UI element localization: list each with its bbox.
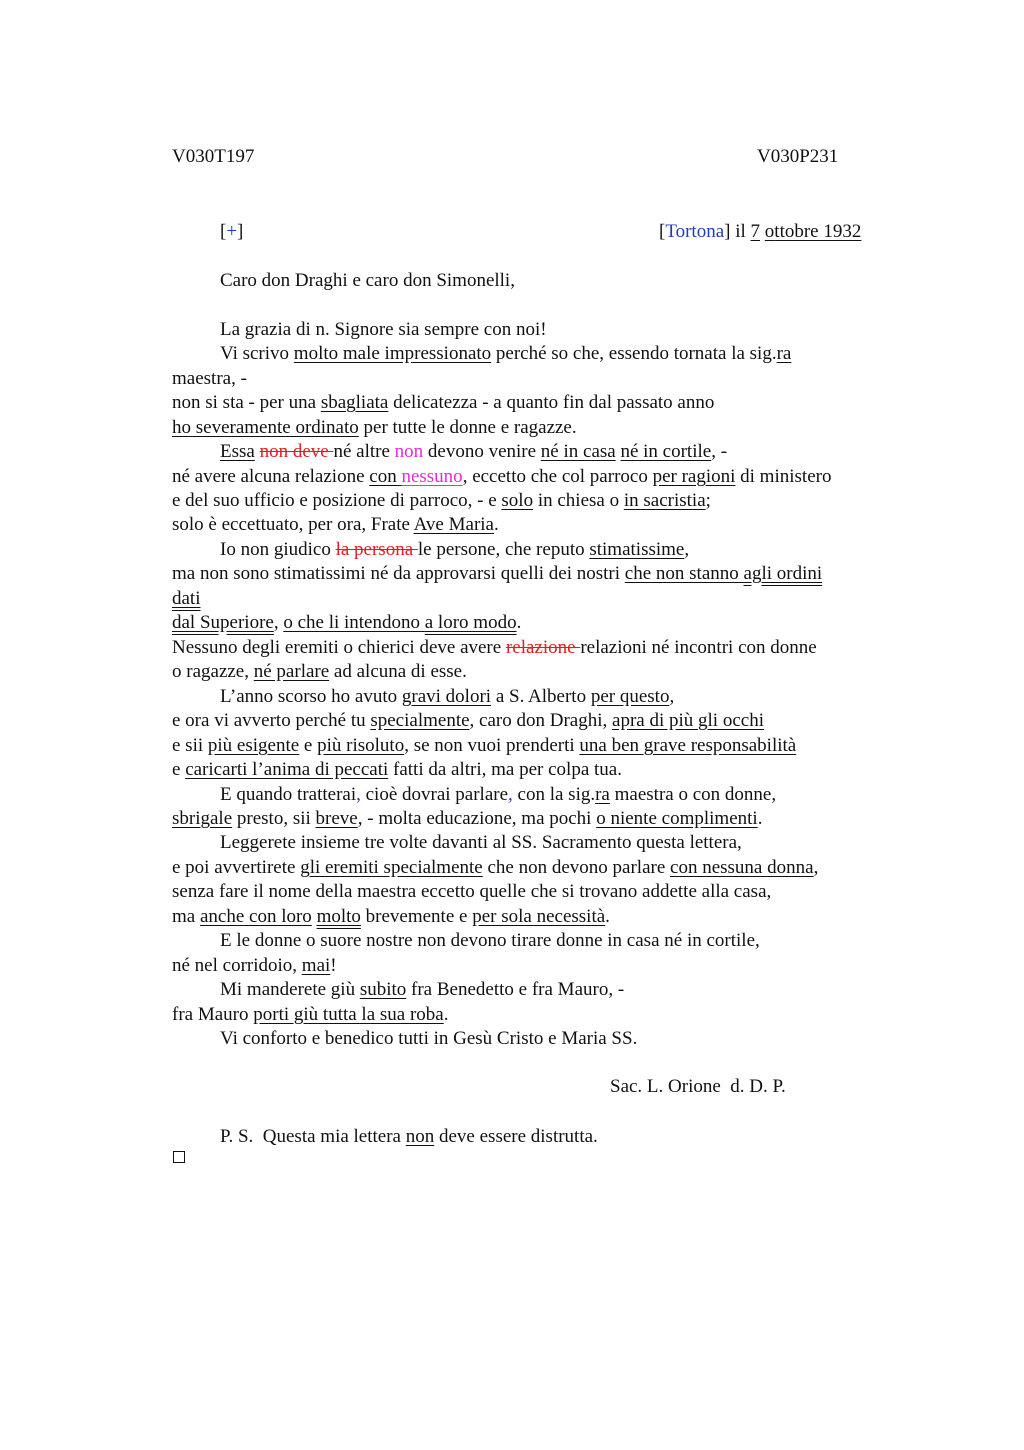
text-line: e sii più esigente e più risoluto, se non vuoi prenderti una ben grave responsabilità — [172, 735, 797, 756]
text-line: Nessuno degli eremiti o chierici deve avere relazione relazioni né incontri con donne — [172, 637, 817, 658]
text-line: maestra, - — [172, 368, 247, 389]
text-line: o ragazze, né parlare ad alcuna di esse. — [172, 661, 467, 682]
text-line: e poi avvertirete gli eremiti specialmente che non devono parlare con nessuna donna, — [172, 857, 819, 878]
text-line: senza fare il nome della maestra eccetto quelle che si trovano addette alla casa, — [172, 881, 772, 902]
text-line: né avere alcuna relazione con nessuno, eccetto che col parroco per ragioni di ministero — [172, 466, 832, 487]
text-line: Vi conforto e benedico tutti in Gesù Cristo e Maria SS. — [220, 1028, 638, 1049]
text-line: L’anno scorso ho avuto gravi dolori a S. Alberto per questo, — [220, 686, 675, 707]
text-line: Essa non deve né altre non devono venire né in casa né in cortile, - — [220, 441, 728, 462]
salutation: Caro don Draghi e caro don Simonelli, — [220, 270, 515, 291]
text-line: non si sta - per una sbagliata delicatezza - a quanto fin dal passato anno — [172, 392, 715, 413]
text-line: Io non giudico la persona le persone, che reputo stimatissime, — [220, 539, 690, 560]
end-square-icon — [173, 1151, 185, 1163]
text-line: e del suo ufficio e posizione di parroco, - e solo in chiesa o in sacristia; — [172, 490, 711, 511]
cross-mark: [+] — [220, 221, 244, 242]
text-line: solo è eccettuato, per ora, Frate Ave Maria. — [172, 514, 499, 535]
text-line: dati — [172, 588, 201, 609]
document-code-left: V030T197 — [172, 146, 255, 167]
greeting: La grazia di n. Signore sia sempre con noi! — [220, 319, 547, 340]
text-line: E le donne o suore nostre non devono tirare donne in casa né in cortile, — [220, 930, 760, 951]
letter-date: [Tortona] il 7 ottobre 1932 — [659, 221, 862, 242]
text-line: E quando tratterai, cioè dovrai parlare, con la sig.ra maestra o con donne, — [220, 784, 777, 805]
text-line: Vi scrivo molto male impressionato perché so che, essendo tornata la sig.ra — [220, 343, 792, 364]
text-line: dal Superiore, o che li intendono a loro modo. — [172, 612, 522, 633]
text-line: e caricarti l’anima di peccati fatti da altri, ma per colpa tua. — [172, 759, 622, 780]
text-line: Leggerete insieme tre volte davanti al SS. Sacramento questa lettera, — [220, 832, 742, 853]
document-code-right: V030P231 — [757, 146, 839, 167]
text-line: ho severamente ordinato per tutte le donne e ragazze. — [172, 417, 577, 438]
text-line: sbrigale presto, sii breve, - molta educazione, ma pochi o niente complimenti. — [172, 808, 763, 829]
text-line: Mi manderete giù subito fra Benedetto e fra Mauro, - — [220, 979, 625, 1000]
signature: Sac. L. Orione d. D. P. — [610, 1076, 786, 1097]
postscript: P. S. Questa mia lettera non deve essere distrutta. — [220, 1126, 598, 1147]
text-line: né nel corridoio, mai! — [172, 955, 337, 976]
text-line: e ora vi avverto perché tu specialmente, caro don Draghi, apra di più gli occhi — [172, 710, 764, 731]
text-line: ma anche con loro molto brevemente e per sola necessità. — [172, 906, 610, 927]
text-line: ma non sono stimatissimi né da approvarsi quelli dei nostri che non stanno agli ordini — [172, 563, 823, 584]
text-line: fra Mauro porti giù tutta la sua roba. — [172, 1004, 449, 1025]
